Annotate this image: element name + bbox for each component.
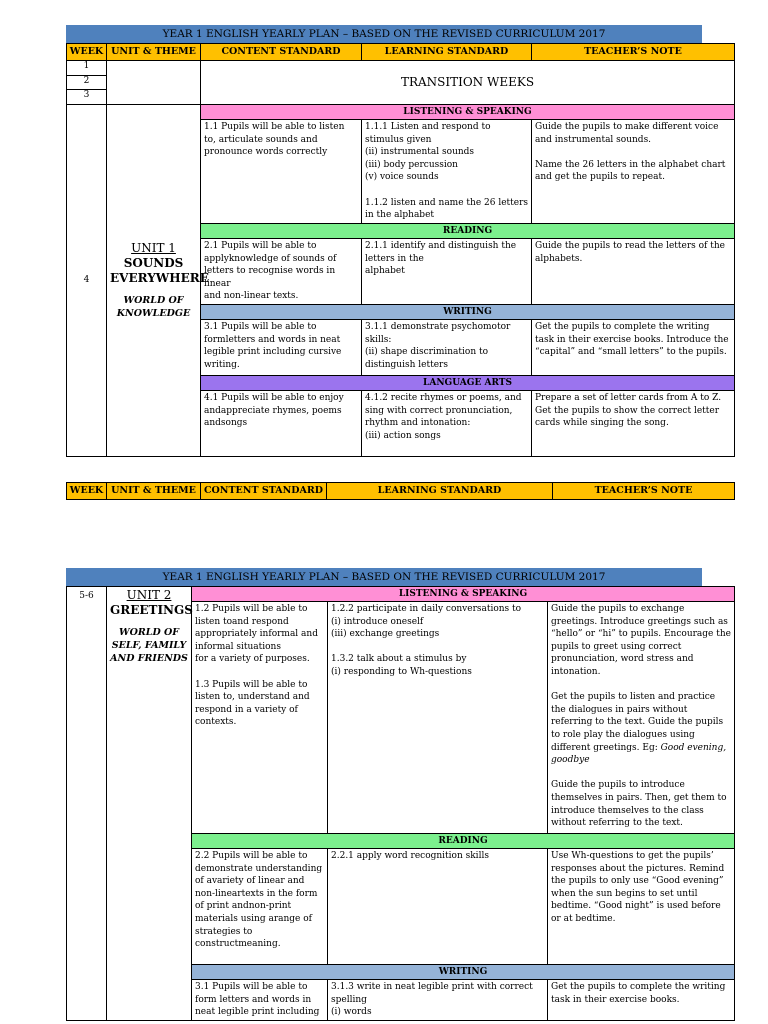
learning-standard-cell: 1.1.1 Listen and respond to stimulus given (ii) instrumental sounds (iii) body percussion (v) voice sounds 1.1.2 listen and name the 26 letters in the alphabet <box>362 120 532 224</box>
unit-theme-cell <box>107 587 192 1021</box>
section-writing: WRITING <box>201 305 735 320</box>
learning-standard-cell: 2.2.1 apply word recognition skills <box>328 849 548 965</box>
header-unit-theme: UNIT & THEME <box>107 483 201 500</box>
unit-name: UNIT 2 <box>126 588 172 602</box>
content-standard-cell: 3.1 Pupils will be able to formletters and words in neat legible print including cursive writing. <box>201 320 362 376</box>
teachers-note-cell: Get the pupils to complete the writing task in their exercise books. <box>548 980 735 1021</box>
teachers-note-cell: Use Wh-questions to get the pupils’ responses about the pictures. Remind the pupils to only use “Good evening” when the sun begins to set until bedtime. “Good night” is used before or at bedtime. <box>548 849 735 965</box>
learning-standard-cell: 3.1.1 demonstrate psychomotor skills: (ii) shape discrimination to distinguish letters <box>362 320 532 376</box>
section-language-arts: LANGUAGE ARTS <box>201 376 735 391</box>
transition-weeks-label: TRANSITION WEEKS <box>201 61 735 105</box>
header-week: WEEK <box>67 44 107 61</box>
learning-standard-cell: 2.1.1 identify and distinguish the letters in the alphabet <box>362 239 532 305</box>
section-reading: READING <box>201 224 735 239</box>
header-teachers-note: TEACHER’S NOTE <box>553 483 735 500</box>
learning-standard-cell: 3.1.3 write in neat legible print with correct spelling (i) words <box>328 980 548 1021</box>
unit-theme-cell <box>107 105 209 457</box>
content-standard-cell: 1.1 Pupils will be able to listen to, articulate sounds and pronounce words correctly <box>201 120 362 224</box>
teachers-note-text-tail: Guide the pupils to introduce themselves in pairs. Then, get them to introduce themselves to the class without referring to the text. <box>551 780 727 829</box>
content-standard-cell: 2.1 Pupils will be able to applyknowledge of sounds of letters to recognise words in linear and non-linear texts. <box>201 239 362 305</box>
teachers-note-cell: Prepare a set of letter cards from A to Z. Get the pupils to show the correct letter cards while singing the song. <box>532 391 735 457</box>
header-content-standard: CONTENT STANDARD <box>201 44 362 61</box>
teachers-note-cell <box>548 602 735 834</box>
unit-theme: GREETINGS <box>110 603 193 617</box>
week-cell: 2 <box>67 76 107 90</box>
teachers-note-text: Guide the pupils to exchange greetings. Introduce greetings such as “hello” or “hi” to pupils. Encourage the pupils to greet using correct pronunciation, word stress and intonation. Get the pupils to listen and practice the dialogues in pairs without referring to the text. Guide the pupils to role play the dialogues using different greetings. Eg: <box>551 604 731 753</box>
section-writing: WRITING <box>192 965 735 980</box>
teachers-note-cell: Guide the pupils to read the letters of the alphabets. <box>532 239 735 305</box>
teachers-note-cell: Guide the pupils to make different voice and instrumental sounds. Name the 26 letters in the alphabet chart and get the pupils to repeat. <box>532 120 735 224</box>
learning-standard-cell: 1.2.2 participate in daily conversations to (i) introduce oneself (iii) exchange greetings 1.3.2 talk about a stimulus by (i) responding to Wh-questions <box>328 602 548 834</box>
section-reading: READING <box>192 834 735 849</box>
header-week: WEEK <box>67 483 107 500</box>
unit-theme: SOUNDS EVERYWHERE <box>110 256 209 285</box>
learning-standard-cell: 4.1.2 recite rhymes or poems, and sing with correct pronunciation, rhythm and intonation: (iii) action songs <box>362 391 532 457</box>
section-listening-speaking: LISTENING & SPEAKING <box>201 105 735 120</box>
week-cell: 1 <box>67 61 107 76</box>
week-cell: 3 <box>67 90 107 105</box>
week-cell: 4 <box>67 105 107 457</box>
content-standard-cell: 1.2 Pupils will be able to listen toand respond appropriately informal and informal situations for a variety of purposes. 1.3 Pupils will be able to listen to, understand and respond in a variety of contexts. <box>192 602 328 834</box>
content-standard-cell: 3.1 Pupils will be able to form letters and words in neat legible print including <box>192 980 328 1021</box>
header-learning-standard: LEARNING STANDARD <box>327 483 553 500</box>
plan-table-1 <box>66 43 735 457</box>
content-standard-cell: 2.2 Pupils will be able to demonstrate understanding of avariety of linear and non-lineartexts in the form of print andnon-print materials using arange of strategies to constructmeaning. <box>192 849 328 965</box>
header-learning-standard: LEARNING STANDARD <box>362 44 532 61</box>
world-theme: WORLD OF SELF, FAMILY AND FRIENDS <box>110 627 188 664</box>
header-teachers-note: TEACHER’S NOTE <box>532 44 735 61</box>
unit-cell-empty <box>107 61 201 105</box>
header-unit-theme: UNIT & THEME <box>107 44 201 61</box>
section-listening-speaking: LISTENING & SPEAKING <box>192 587 735 602</box>
header-row <box>67 44 735 61</box>
teachers-note-example: Good evening, goodbye <box>551 742 727 766</box>
page2-title: YEAR 1 ENGLISH YEARLY PLAN – BASED ON THE REVISED CURRICULUM 2017 <box>66 568 702 586</box>
world-theme: WORLD OF KNOWLEDGE <box>116 295 191 319</box>
plan-table-2 <box>66 586 735 1021</box>
teachers-note-cell: Get the pupils to complete the writing task in their exercise books. Introduce the “capital” and “small letters” to the pupils. <box>532 320 735 376</box>
page1-title: YEAR 1 ENGLISH YEARLY PLAN – BASED ON THE REVISED CURRICULUM 2017 <box>66 25 702 43</box>
content-standard-cell: 4.1 Pupils will be able to enjoy andappreciate rhymes, poems andsongs <box>201 391 362 457</box>
header-content-standard: CONTENT STANDARD <box>201 483 327 500</box>
unit-name: UNIT 1 <box>131 241 176 255</box>
footer-header-table <box>66 482 735 500</box>
week-cell: 5-6 <box>67 587 107 1021</box>
